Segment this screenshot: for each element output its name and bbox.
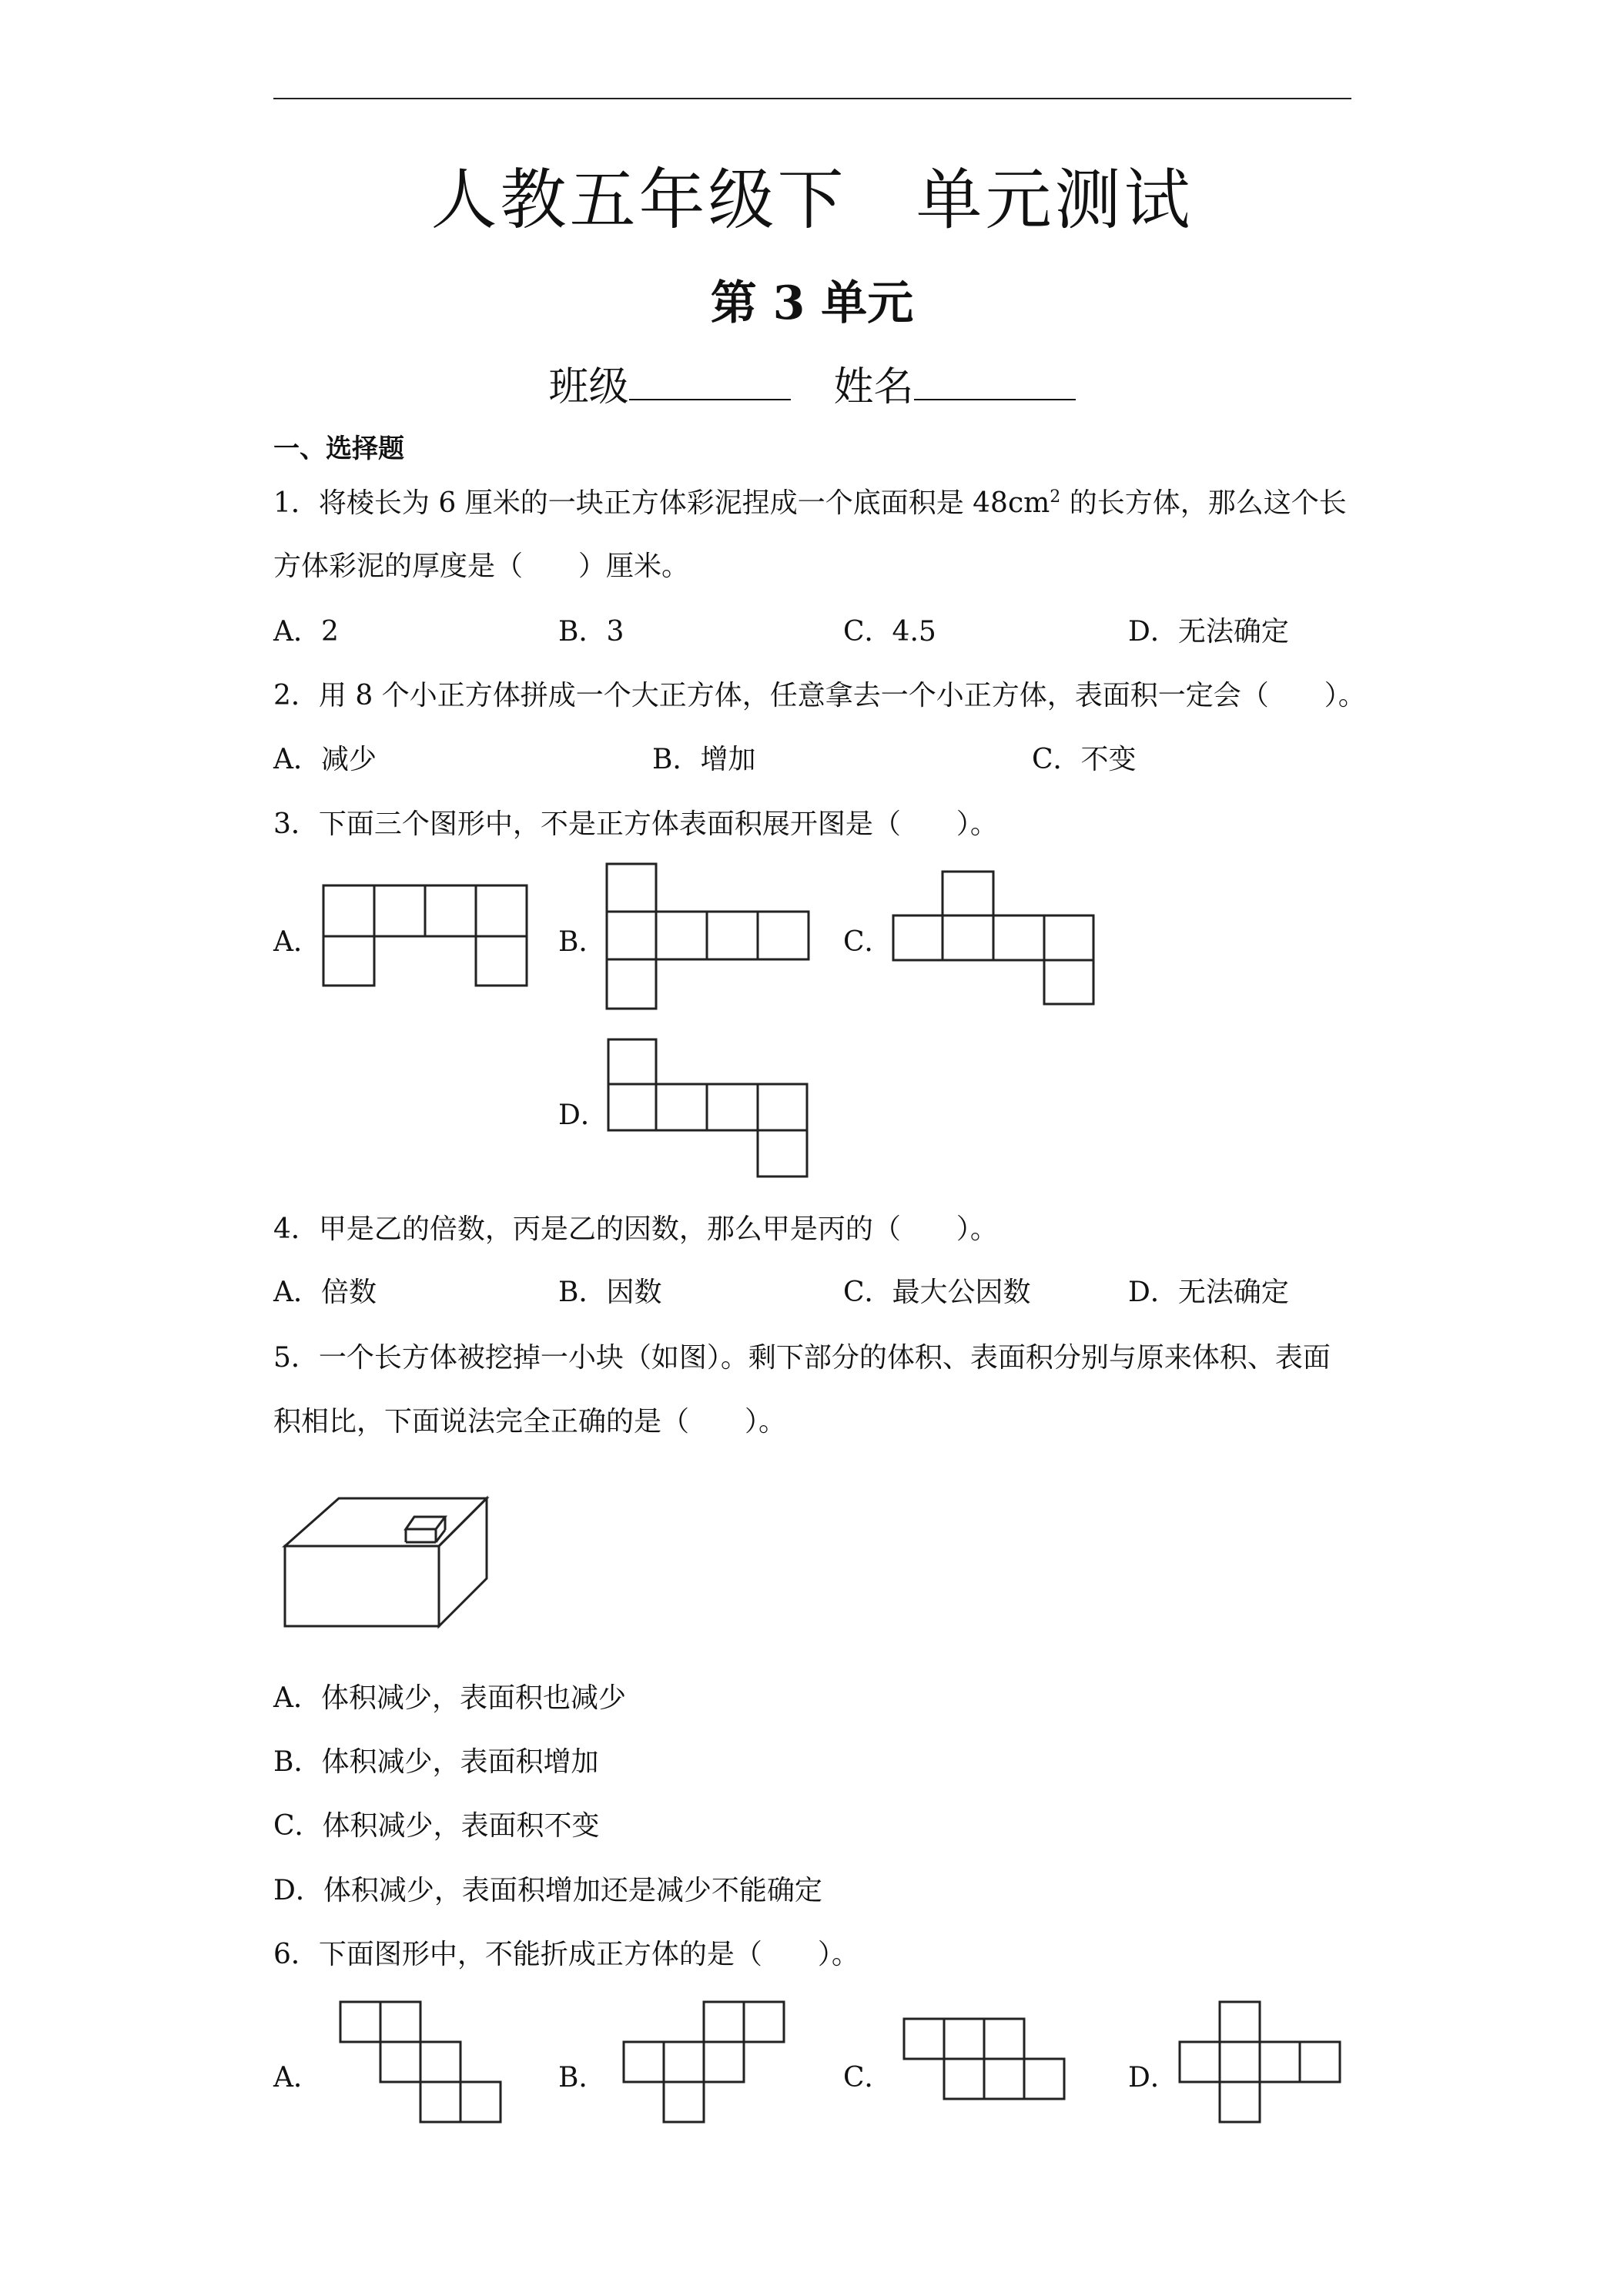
- q6-label-d[interactable]: D．: [1128, 2062, 1178, 2094]
- q6-net-d: [1178, 2000, 1355, 2139]
- unit-subtitle: 第 3 单元: [710, 276, 914, 330]
- name-label: 姓名: [833, 364, 914, 410]
- q1-option-b[interactable]: B．3: [558, 616, 624, 648]
- q1-text-a: 1．将棱长为 6 厘米的一块正方体彩泥捏成一个底面积是 48cm: [273, 487, 1050, 519]
- q4-option-d[interactable]: D．无法确定: [1128, 1277, 1289, 1308]
- q5-line2: 积相比，下面说法完全正确的是（ ）。: [273, 1406, 787, 1438]
- q6-net-a: [339, 2000, 508, 2139]
- q3-label-d[interactable]: D．: [558, 1099, 608, 1131]
- name-blank[interactable]: [914, 368, 1076, 400]
- q5-option-b[interactable]: B．体积减少，表面积增加: [273, 1746, 599, 1778]
- q6-text: 6．下面图形中，不能折成正方体的是（ ）。: [273, 1939, 859, 1970]
- q3-net-a: [322, 884, 530, 988]
- q3-net-b: [605, 862, 813, 1012]
- q1-text-b: 的长方体，那么这个长: [1060, 487, 1347, 519]
- q3-text: 3．下面三个图形中，不是正方体表面积展开图是（ ）。: [273, 808, 998, 840]
- top-rule: [273, 98, 1351, 99]
- q4-option-c[interactable]: C．最大公因数: [843, 1277, 1031, 1308]
- q6-label-c[interactable]: C．: [843, 2062, 892, 2094]
- title-right: 单元测试: [916, 162, 1194, 239]
- q6-label-a[interactable]: A．: [273, 2062, 321, 2094]
- q6-net-c: [902, 2017, 1072, 2117]
- q4-option-b[interactable]: B．因数: [558, 1277, 662, 1308]
- q2-option-a[interactable]: A．减少: [273, 744, 377, 775]
- q3-label-c[interactable]: C．: [843, 926, 892, 958]
- q3-net-c: [892, 870, 1100, 1009]
- q2-option-c[interactable]: C．不变: [1032, 744, 1137, 775]
- q1-option-d[interactable]: D．无法确定: [1128, 616, 1289, 648]
- q4-option-a[interactable]: A．倍数: [273, 1277, 377, 1308]
- q6-net-b: [622, 2000, 792, 2139]
- page-title: [0, 146, 1624, 242]
- q6-label-b[interactable]: B．: [558, 2062, 607, 2094]
- q2-text: 2．用 8 个小正方体拼成一个大正方体，任意拿去一个小正方体，表面积一定会（ ）。: [273, 680, 1366, 711]
- q1-line2: 方体彩泥的厚度是（ ）厘米。: [273, 551, 690, 582]
- section-title: 一、选择题: [273, 433, 404, 464]
- q3-net-d: [607, 1038, 815, 1180]
- q3-label-b[interactable]: B．: [558, 926, 607, 958]
- title-left: 人教五年级下: [430, 162, 847, 239]
- q5-option-d[interactable]: D．体积减少，表面积增加还是减少不能确定: [273, 1875, 822, 1906]
- q3-label-a[interactable]: A．: [273, 926, 321, 958]
- q5-cuboid-figure: [277, 1492, 493, 1631]
- q5-option-c[interactable]: C．体积减少，表面积不变: [273, 1810, 600, 1842]
- class-blank[interactable]: [629, 368, 791, 400]
- student-info-line: [0, 354, 1624, 412]
- q4-text: 4．甲是乙的倍数，丙是乙的因数，那么甲是丙的（ ）。: [273, 1213, 998, 1245]
- q2-option-b[interactable]: B．增加: [652, 744, 756, 775]
- q1-option-c[interactable]: C．4.5: [843, 616, 936, 648]
- q5-option-a[interactable]: A．体积减少，表面积也减少: [273, 1682, 626, 1714]
- class-label: 班级: [548, 364, 629, 410]
- q1-option-a[interactable]: A．2: [273, 616, 339, 648]
- q5-line1: 5．一个长方体被挖掉一小块（如图）。剩下部分的体积、表面积分别与原来体积、表面: [273, 1342, 1331, 1374]
- q1-line1: [273, 481, 1347, 520]
- q1-superscript: 2: [1050, 487, 1061, 507]
